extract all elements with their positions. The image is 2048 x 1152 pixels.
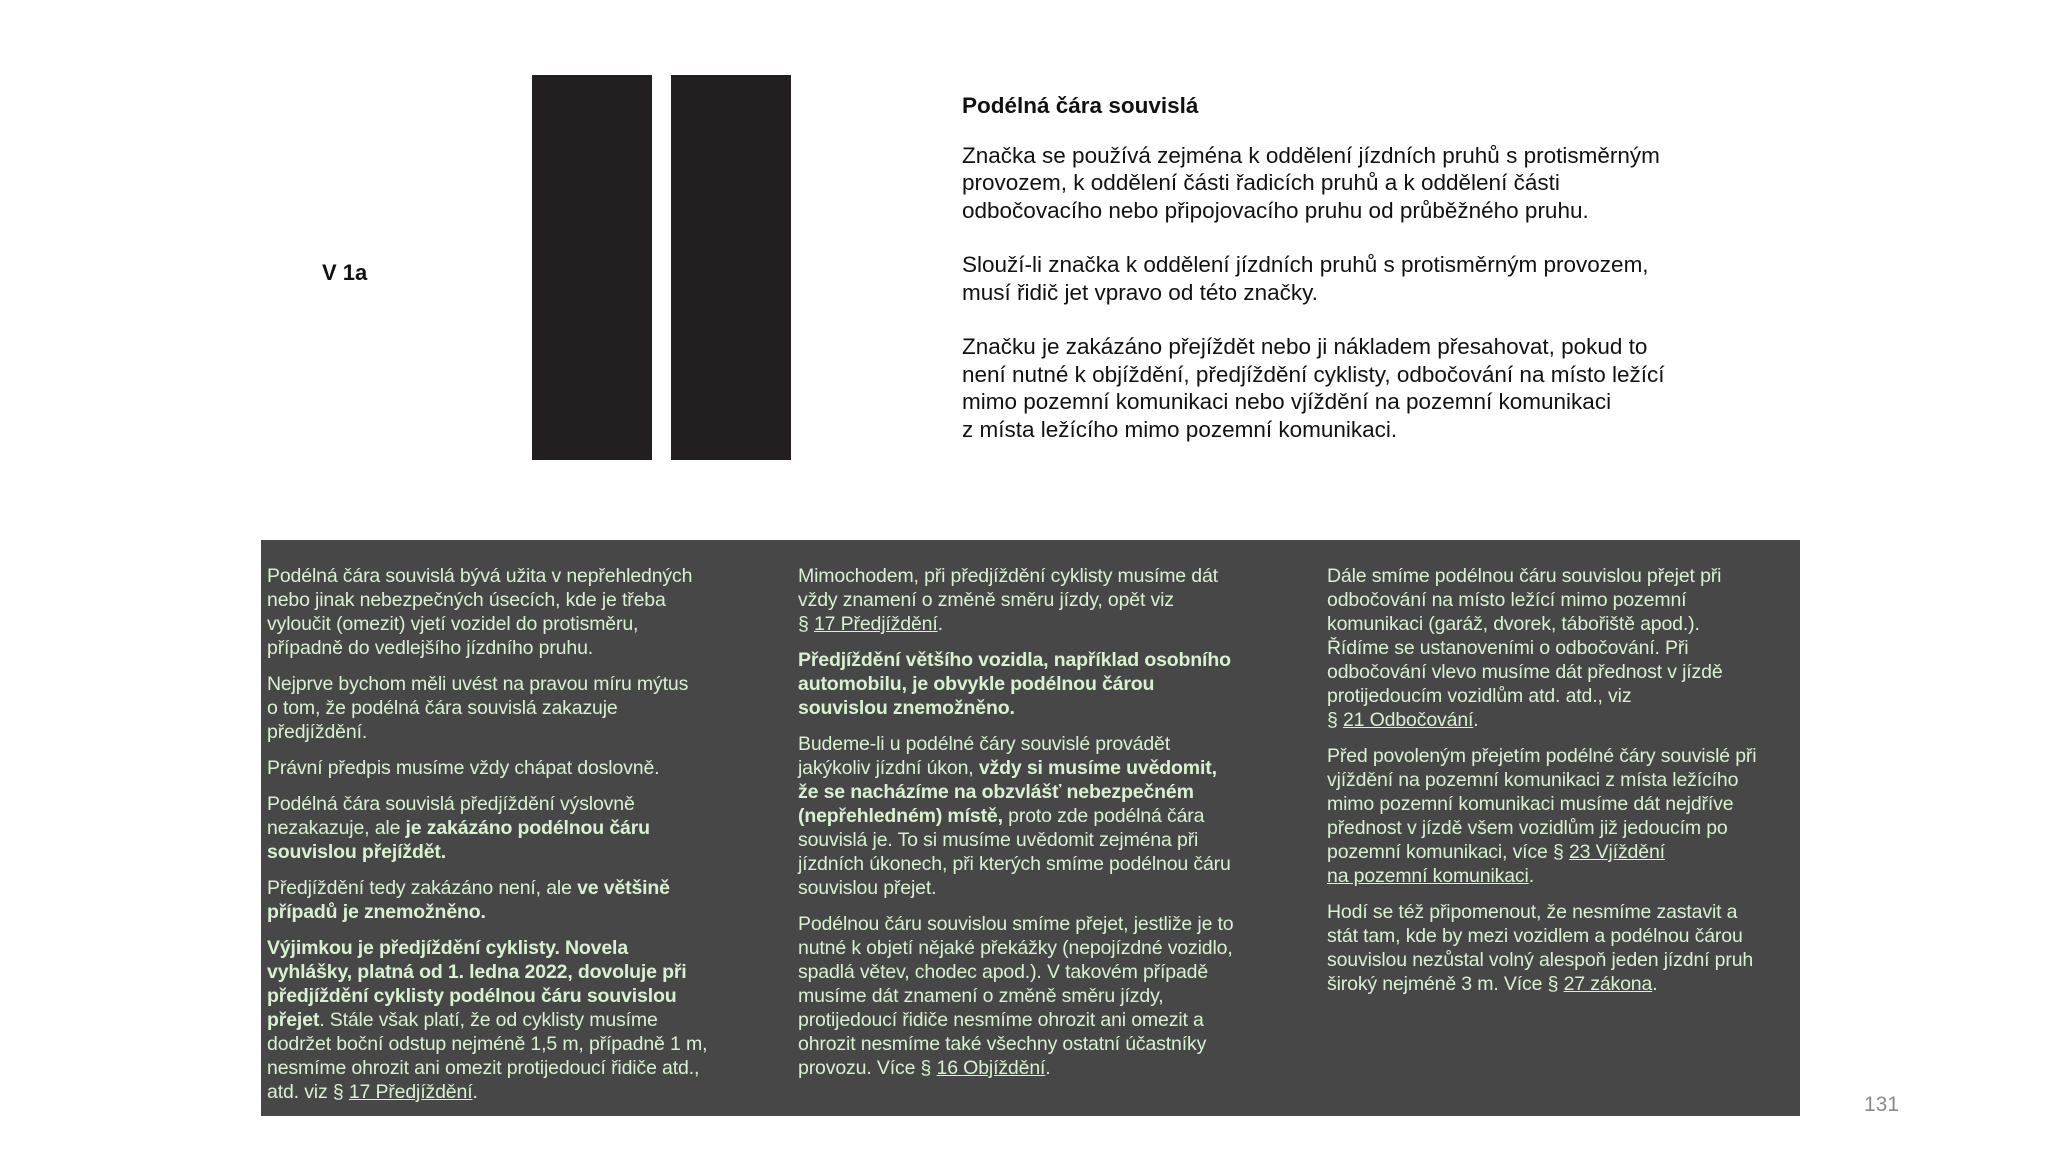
col1-paragraph-2: Nejprve bychom měli uvést na pravou míru mýtus o tom, že podélná čára souvislá zakazuje předjíždění.	[267, 673, 689, 743]
link-16-objizdeni[interactable]: 16 Objíždění	[936, 1057, 1046, 1079]
sign-description	[962, 92, 1742, 470]
link-17-predjizdeni-2[interactable]: 17 Předjíždění	[813, 613, 938, 635]
link-21-odbocovani[interactable]: 21 Odbočování	[1342, 709, 1474, 731]
link-17-predjizdeni[interactable]: 17 Předjíždění	[348, 1081, 473, 1103]
col1-paragraph-5: Předjíždění tedy zakázáno není, ale ve většině případů je znemožněno.	[267, 877, 670, 923]
col3-paragraph-2: Před povoleným přejetím podélné čáry souvislé při vjíždění na pozemní komunikaci z místa ležícího mimo pozemní komunikaci musíme dát nejdříve přednost v jízdě všem vozidlům již jedoucím po pozemní komunikaci, více § 23 Vjíždění na pozemní komunikaci.	[1327, 745, 1757, 887]
col1-paragraph-3: Právní předpis musíme vždy chápat doslovně.	[267, 757, 660, 779]
description-paragraph-1: Značka se používá zejména k oddělení jízdních pruhů s protisměrným provozem, k oddělení části řadicích pruhů a k oddělení části odbočovacího nebo připojovacího pruhu od průběžného pruhu.	[962, 142, 1660, 223]
explanation-column-2	[798, 564, 1298, 1092]
explanation-column-1	[267, 564, 767, 1116]
sign-title: Podélná čára souvislá	[962, 93, 1199, 118]
col3-paragraph-3: Hodí se též připomenout, že nesmíme zastavit a stát tam, kde by mezi vozidlem a podélnou čárou souvislou nezůstal volný alespoň jeden jízdní pruh široký nejméně 3 m. Více § 27 zákona.	[1327, 901, 1754, 995]
col3-paragraph-1: Dále smíme podélnou čáru souvislou přejet při odbočování na místo ležící mimo pozemní komunikaci (garáž, dvorek, tábořiště apod.). Řídíme se ustanoveními o odbočování. Při odbočování vlevo musíme dát přednost v jízdě protijedoucím vozidlům atd. atd., viz § 21 Odbočování.	[1327, 565, 1723, 731]
description-paragraph-3: Značku je zakázáno přejíždět nebo ji nákladem přesahovat, pokud to není nutné k objíždění, předjíždění cyklisty, odbočování na místo ležící mimo pozemní komunikaci nebo vjíždění na pozemní komunikaci z místa ležícího mimo pozemní komunikaci.	[962, 334, 1665, 442]
col1-paragraph-1: Podélná čára souvislá bývá užita v nepřehledných nebo jinak nebezpečných úsecích, kde je třeba vyloučit (omezit) vjetí vozidel do protisměru, případně do vedlejšího jízdního pruhu.	[267, 565, 693, 659]
explanation-column-3	[1327, 564, 1827, 1008]
page-number: 131	[1864, 1093, 1900, 1116]
solid-line-right-bar	[671, 75, 791, 460]
col2-paragraph-1: Mimochodem, při předjíždění cyklisty musíme dát vždy znamení o změně směru jízdy, opět viz § 17 Předjíždění.	[798, 565, 1218, 635]
col2-paragraph-2: Předjíždění většího vozidla, například osobního automobilu, je obvykle podélnou čárou souvislou znemožněno.	[798, 649, 1231, 719]
col2-paragraph-3: Budeme-li u podélné čáry souvislé provádět jakýkoliv jízdní úkon, vždy si musíme uvědomit, že se nacházíme na obzvlášť nebezpečném (nepřehledném) místě, proto zde podélná čára souvislá je. To si musíme uvědomit zejména při jízdních úkonech, při kterých smíme podélnou čáru souvislou přejet.	[798, 733, 1231, 899]
solid-line-left-bar	[532, 75, 652, 460]
link-23-vjizdeni[interactable]: 23 Vjíždění na pozemní komunikaci	[1327, 841, 1665, 887]
description-paragraph-2: Slouží-li značka k oddělení jízdních pruhů s protisměrným provozem, musí řidič jet vpravo od této značky.	[962, 252, 1649, 305]
explanation-panel	[261, 540, 1800, 1116]
col2-paragraph-4: Podélnou čáru souvislou smíme přejet, jestliže je to nutné k objetí nějaké překážky (nepojízdné vozidlo, spadlá větev, chodec apod.). V takovém případě musíme dát znamení o změně směru jízdy, protijedoucí řidiče nesmíme ohrozit ani omezit a ohrozit nesmíme také všechny ostatní účastníky provozu. Více § 16 Objíždění.	[798, 913, 1234, 1079]
link-27-zakona[interactable]: 27 zákona	[1563, 973, 1653, 995]
col1-paragraph-6: Výjimkou je předjíždění cyklisty. Novela vyhlášky, platná od 1. ledna 2022, dovoluje při předjíždění cyklisty podélnou čáru souvislou přejet. Stále však platí, že od cyklisty musíme dodržet boční odstup nejméně 1,5 m, případně 1 m, nesmíme ohrozit ani omezit protijedoucí řidiče atd., atd. viz § 17 Předjíždění.	[267, 937, 708, 1103]
sign-code: V 1a	[322, 260, 368, 285]
col1-paragraph-4: Podélná čára souvislá předjíždění výslovně nezakazuje, ale je zakázáno podélnou čáru souvislou přejíždět.	[267, 793, 650, 863]
